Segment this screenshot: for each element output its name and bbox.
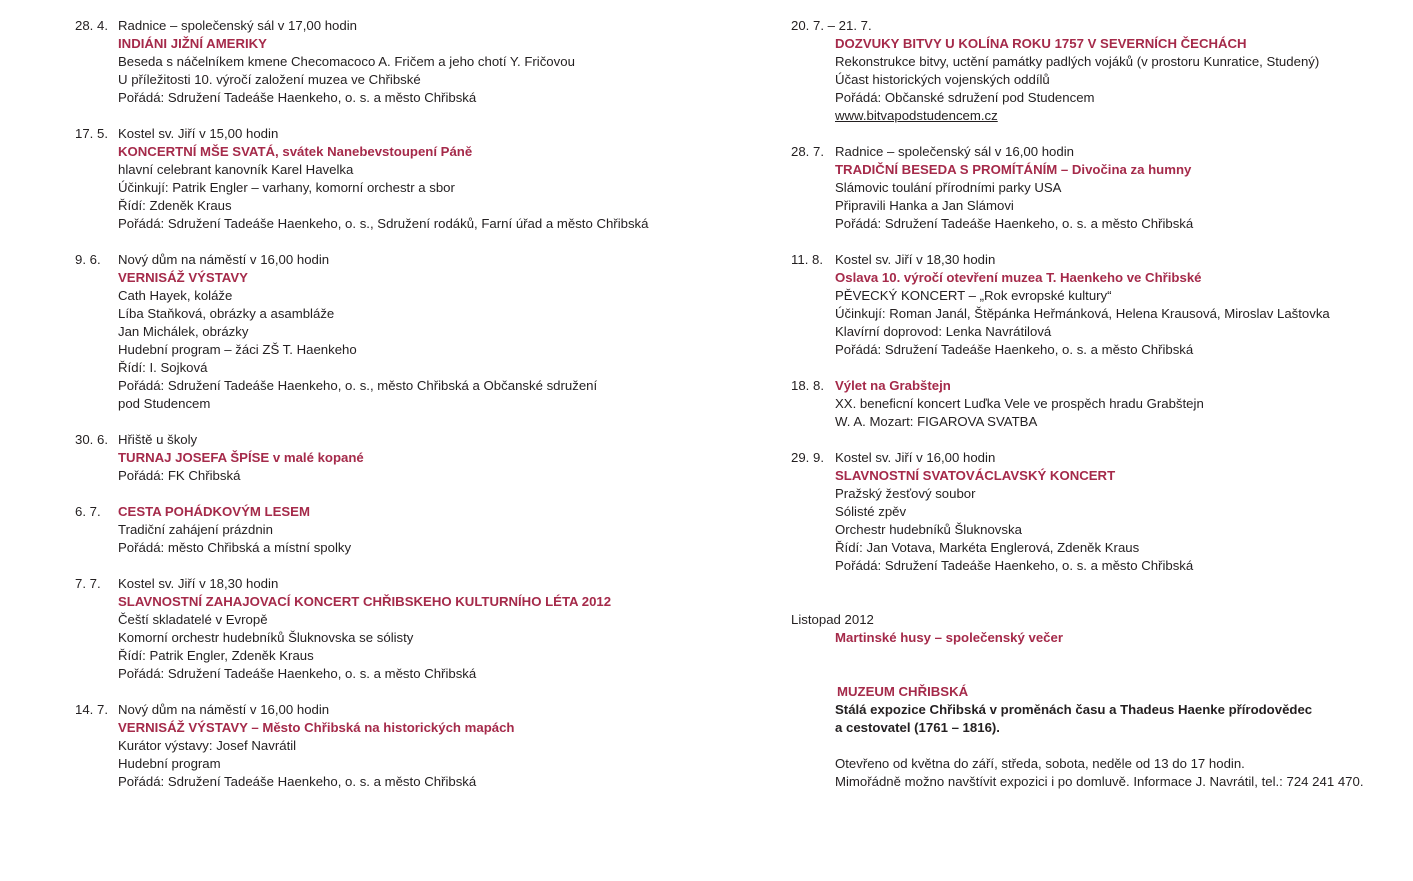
event-date: 11. 8. — [791, 252, 824, 267]
event-detail: Řídí: Jan Votava, Markéta Englerová, Zdeněk Kraus — [835, 540, 1140, 555]
event-title: VERNISÁŽ VÝSTAVY — [118, 270, 248, 285]
event-detail: pod Studencem — [118, 396, 211, 411]
event-title: KONCERTNÍ MŠE SVATÁ, svátek Nanebevstoupení Páně — [118, 144, 473, 159]
event-detail: Pořádá: Sdružení Tadeáše Haenkeho, o. s., město Chřibská a Občanské sdružení — [118, 378, 598, 393]
event-detail: Pořádá: Sdružení Tadeáše Haenkeho, o. s. a město Chřibská — [835, 342, 1194, 357]
event-title: TRADIČNÍ BESEDA S PROMÍTÁNÍM – Divočina za humny — [835, 162, 1192, 177]
spacer — [791, 593, 1406, 611]
event-detail: Pražský žesťový soubor — [835, 486, 976, 501]
event-date: 29. 9. — [791, 450, 824, 465]
event-detail: Cath Hayek, koláže — [118, 288, 233, 303]
event-detail: Řídí: Patrik Engler, Zdeněk Kraus — [118, 648, 314, 663]
event-detail: Líba Staňková, obrázky a asambláže — [118, 306, 335, 321]
museum-hours: Otevřeno od května do září, středa, sobota, neděle od 13 do 17 hodin. — [835, 756, 1245, 771]
event-venue: Kostel sv. Jiří v 18,30 hodin — [118, 576, 279, 591]
event-detail: Účast historických vojenských oddílů — [835, 72, 1050, 87]
museum-subtitle: Stálá expozice Chřibská v proměnách času a Thadeus Haenke přírodovědec — [835, 702, 1313, 717]
event-detail: XX. beneficní koncert Luďka Vele ve prospěch hradu Grabštejn — [835, 396, 1204, 411]
event-detail: W. A. Mozart: FIGAROVA SVATBA — [835, 414, 1038, 429]
event-venue: Radnice – společenský sál v 17,00 hodin — [118, 18, 357, 33]
event-18-8 — [791, 377, 1406, 431]
event-detail: Slámovic toulání přírodními parky USA — [835, 180, 1062, 195]
museum-info: Mimořádně možno navštívit expozici i po domluvě. Informace J. Navrátil, tel.: 724 241 470. — [835, 774, 1364, 789]
event-detail: Hudební program — [118, 756, 221, 771]
event-17-5 — [75, 125, 755, 233]
event-date: 7. 7. — [75, 576, 101, 591]
museum-subtitle: a cestovatel (1761 – 1816). — [835, 720, 1000, 735]
event-detail: Orchestr hudebníků Šluknovska — [835, 522, 1022, 537]
museum-section — [791, 683, 1406, 791]
event-date: 6. 7. — [75, 504, 101, 519]
event-detail: Pořádá: Sdružení Tadeáše Haenkeho, o. s., Sdružení rodáků, Farní úřad a město Chřibská — [118, 216, 649, 231]
event-date: 28. 4. — [75, 18, 108, 33]
event-title: Výlet na Grabštejn — [835, 378, 951, 393]
event-6-7 — [75, 503, 755, 557]
event-title: TURNAJ JOSEFA ŠPÍSE v malé kopané — [118, 450, 364, 465]
event-venue: Radnice – společenský sál v 16,00 hodin — [835, 144, 1074, 159]
event-detail: Připravili Hanka a Jan Slámovi — [835, 198, 1014, 213]
event-venue: Hřiště u školy — [118, 432, 198, 447]
event-title: DOZVUKY BITVY U KOLÍNA ROKU 1757 V SEVERNÍCH ČECHÁCH — [835, 36, 1247, 51]
event-detail: Tradiční zahájení prázdnin — [118, 522, 273, 537]
event-detail: Sólisté zpěv — [835, 504, 907, 519]
event-date: 30. 6. — [75, 432, 108, 447]
event-detail: Kurátor výstavy: Josef Navrátil — [118, 738, 297, 753]
event-detail: hlavní celebrant kanovník Karel Havelka — [118, 162, 354, 177]
left-column — [75, 17, 755, 809]
spacer — [791, 665, 1406, 683]
event-title: CESTA POHÁDKOVÝM LESEM — [118, 504, 310, 519]
website-link[interactable]: www.bitvapodstudencem.cz — [835, 108, 998, 123]
event-venue: Nový dům na náměstí v 16,00 hodin — [118, 252, 330, 267]
event-7-7 — [75, 575, 755, 683]
event-detail: Beseda s náčelníkem kmene Checomacoco A. Fričem a jeho chotí Y. Fričovou — [118, 54, 575, 69]
event-detail: Účinkují: Patrik Engler – varhany, komorní orchestr a sbor — [118, 180, 455, 195]
event-title: Oslava 10. výročí otevření muzea T. Haenkeho ve Chřibské — [835, 270, 1202, 285]
event-date: 28. 7. — [791, 144, 824, 159]
event-title: Martinské husy – společenský večer — [835, 630, 1063, 645]
event-11-8 — [791, 251, 1406, 359]
event-30-6 — [75, 431, 755, 485]
event-detail: Pořádá: Sdružení Tadeáše Haenkeho, o. s. a město Chřibská — [118, 774, 477, 789]
event-date: 18. 8. — [791, 378, 824, 393]
event-detail: Hudební program – žáci ZŠ T. Haenkeho — [118, 342, 357, 357]
event-detail: Účinkují: Roman Janál, Štěpánka Heřmánková, Helena Krausová, Miroslav Laštovka — [835, 306, 1330, 321]
event-venue: Kostel sv. Jiří v 15,00 hodin — [118, 126, 279, 141]
event-title: INDIÁNI JIŽNÍ AMERIKY — [118, 36, 267, 51]
event-date: Listopad 2012 — [791, 612, 874, 627]
event-9-6 — [75, 251, 755, 413]
event-venue: Nový dům na náměstí v 16,00 hodin — [118, 702, 330, 717]
event-november — [791, 611, 1406, 647]
event-detail: Pořádá: Sdružení Tadeáše Haenkeho, o. s. a město Chřibská — [835, 558, 1194, 573]
event-detail: U příležitosti 10. výročí založení muzea ve Chřibské — [118, 72, 421, 87]
event-title: SLAVNOSTNÍ SVATOVÁCLAVSKÝ KONCERT — [835, 468, 1116, 483]
event-29-9 — [791, 449, 1406, 575]
event-detail: Komorní orchestr hudebníků Šluknovska se sólisty — [118, 630, 414, 645]
event-detail: Pořádá: Občanské sdružení pod Studencem — [835, 90, 1095, 105]
event-detail: Rekonstrukce bitvy, uctění památky padlých vojáků (v prostoru Kunratice, Studený) — [835, 54, 1320, 69]
event-date: 9. 6. — [75, 252, 101, 267]
spacer — [791, 737, 1406, 755]
right-column — [791, 17, 1406, 809]
event-detail: PĚVECKÝ KONCERT – „Rok evropské kultury“ — [835, 288, 1112, 303]
event-date: 20. 7. – 21. 7. — [791, 18, 872, 33]
museum-title: MUZEUM CHŘIBSKÁ — [837, 684, 969, 699]
event-detail: Pořádá: Sdružení Tadeáše Haenkeho, o. s. a město Chřibská — [835, 216, 1194, 231]
event-venue: Kostel sv. Jiří v 16,00 hodin — [835, 450, 996, 465]
event-detail: Řídí: I. Sojková — [118, 360, 208, 375]
event-detail: Klavírní doprovod: Lenka Navrátilová — [835, 324, 1052, 339]
event-28-7 — [791, 143, 1406, 233]
event-20-7 — [791, 17, 1406, 125]
event-date: 14. 7. — [75, 702, 108, 717]
event-detail: Pořádá: Sdružení Tadeáše Haenkeho, o. s. a město Chřibská — [118, 90, 477, 105]
event-detail: Jan Michálek, obrázky — [118, 324, 249, 339]
event-title: SLAVNOSTNÍ ZAHAJOVACÍ KONCERT CHŘIBSKEHO KULTURNÍHO LÉTA 2012 — [118, 594, 612, 609]
event-detail: Řídí: Zdeněk Kraus — [118, 198, 232, 213]
event-detail: Pořádá: město Chřibská a místní spolky — [118, 540, 352, 555]
event-date: 17. 5. — [75, 126, 108, 141]
event-detail: Pořádá: FK Chřibská — [118, 468, 241, 483]
event-14-7 — [75, 701, 755, 791]
event-detail: Pořádá: Sdružení Tadeáše Haenkeho, o. s. a město Chřibská — [118, 666, 477, 681]
event-title: VERNISÁŽ VÝSTAVY – Město Chřibská na historických mapách — [118, 720, 515, 735]
event-detail: Čeští skladatelé v Evropě — [118, 612, 268, 627]
event-venue: Kostel sv. Jiří v 18,30 hodin — [835, 252, 996, 267]
event-28-4 — [75, 17, 755, 107]
